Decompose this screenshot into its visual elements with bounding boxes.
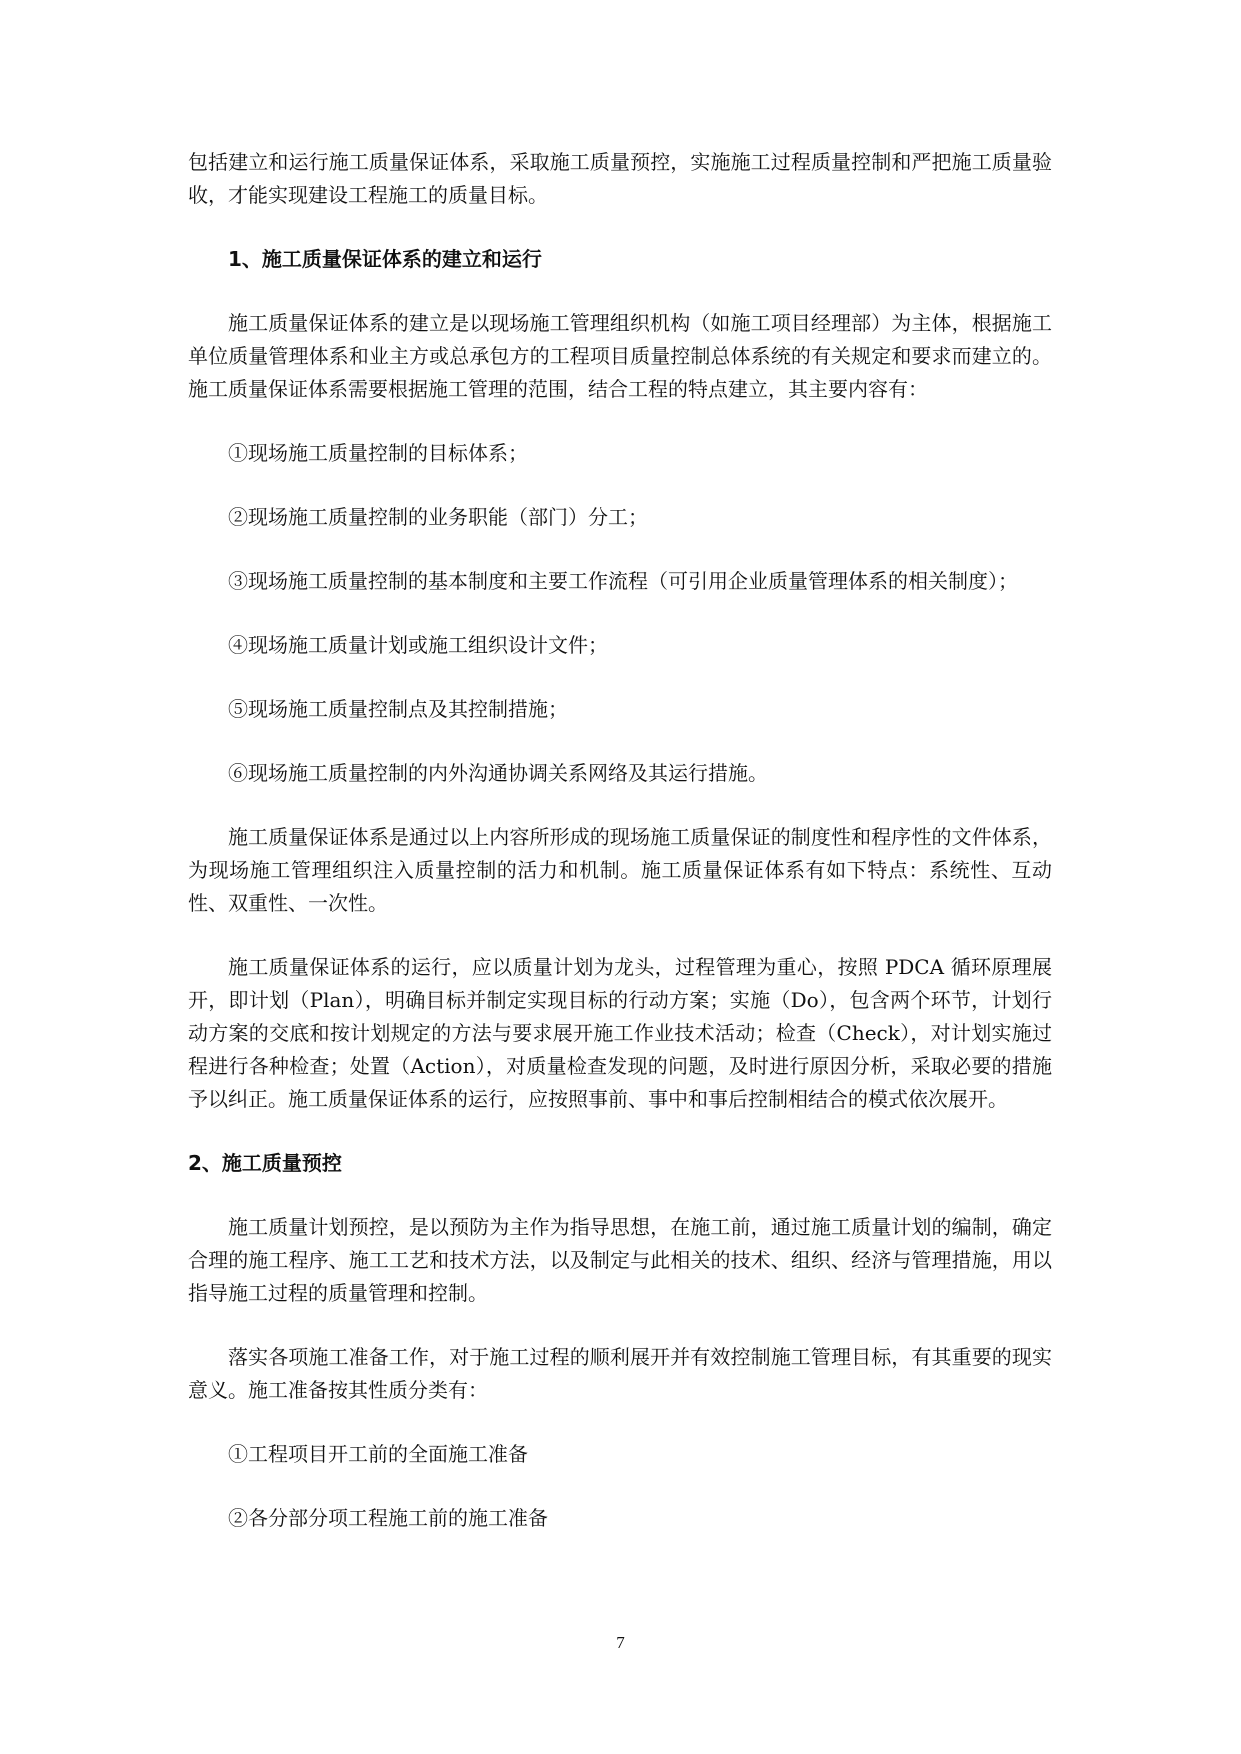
list-item-2: ②现场施工质量控制的业务职能（部门）分工；: [228, 505, 648, 529]
intro-paragraph: 包括建立和运行施工质量保证体系，采取施工质量预控，实施施工过程质量控制和严把施工质量验收，才能实现建设工程施工的质量目标。: [188, 150, 1052, 207]
section-2-heading: 2、施工质量预控: [188, 1151, 342, 1175]
list-item-5: ⑤现场施工质量控制点及其控制措施；: [228, 697, 568, 721]
page-number: 7: [616, 1633, 625, 1652]
list-item-1: ①现场施工质量控制的目标体系；: [228, 441, 528, 465]
section-1-heading: 1、施工质量保证体系的建立和运行: [228, 247, 542, 271]
section-1-paragraph-3: 施工质量保证体系的运行，应以质量计划为龙头，过程管理为重心，按照 PDCA 循环原理展开，即计划（Plan），明确目标并制定实现目标的行动方案；实施（Do），包含两个环节，计划行动方案的交底和按计划规定的方法与要求展开施工作业技术活动；检查（Check），对计划实施过程进行各种检查；处置（Action），对质量检查发现的问题，及时进行原因分析，采取必要的措施予以纠正。施工质量保证体系的运行，应按照事前、事中和事后控制相结合的模式依次展开。: [188, 955, 1052, 1111]
section-1-paragraph-1: 施工质量保证体系的建立是以现场施工管理组织机构（如施工项目经理部）为主体，根据施工单位质量管理体系和业主方或总承包方的工程项目质量控制总体系统的有关规定和要求而建立的。施工质量保证体系需要根据施工管理的范围，结合工程的特点建立，其主要内容有：: [188, 311, 1052, 401]
page-body: [188, 146, 1052, 1535]
prep-item-1: ①工程项目开工前的全面施工准备: [228, 1442, 528, 1466]
list-item-6: ⑥现场施工质量控制的内外沟通协调关系网络及其运行措施。: [228, 761, 768, 785]
prep-item-2: ②各分部分项工程施工前的施工准备: [228, 1506, 548, 1530]
section-2-paragraph-1: 施工质量计划预控，是以预防为主作为指导思想，在施工前，通过施工质量计划的编制，确定合理的施工程序、施工工艺和技术方法，以及制定与此相关的技术、组织、经济与管理措施，用以指导施工过程的质量管理和控制。: [188, 1215, 1052, 1305]
list-item-3: ③现场施工质量控制的基本制度和主要工作流程（可引用企业质量管理体系的相关制度）；: [228, 569, 1018, 593]
list-item-4: ④现场施工质量计划或施工组织设计文件；: [228, 633, 608, 657]
section-1-paragraph-2: 施工质量保证体系是通过以上内容所形成的现场施工质量保证的制度性和程序性的文件体系，为现场施工管理组织注入质量控制的活力和机制。施工质量保证体系有如下特点：系统性、互动性、双重性、一次性。: [188, 825, 1052, 915]
section-2-paragraph-2: 落实各项施工准备工作，对于施工过程的顺利展开并有效控制施工管理目标，有其重要的现实意义。施工准备按其性质分类有：: [188, 1345, 1052, 1402]
